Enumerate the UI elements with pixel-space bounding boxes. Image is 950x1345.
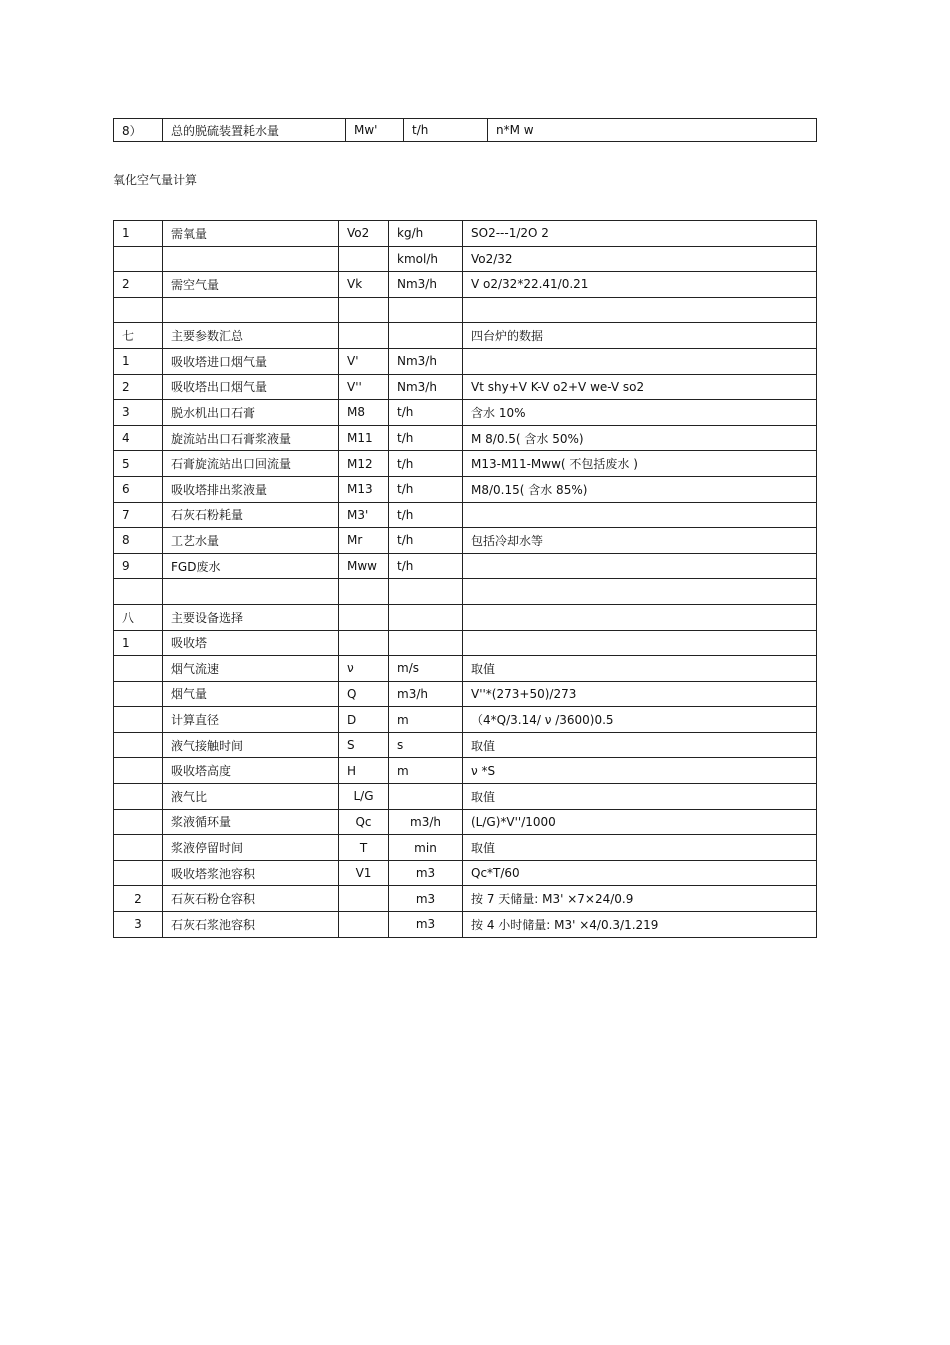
table-row: [114, 297, 817, 323]
unit: m3/h: [389, 809, 463, 835]
item-name: 需空气量: [163, 272, 339, 298]
symbol: M11: [339, 425, 389, 451]
row-index: 4: [114, 425, 163, 451]
row-index: 8: [114, 528, 163, 554]
item-name: 主要设备选择: [163, 604, 339, 630]
table-row: [114, 502, 817, 528]
unit: m3: [389, 886, 463, 912]
formula: M13-M11-Mww( 不包括废水 ): [463, 451, 817, 477]
table-row: [114, 400, 817, 426]
item-name: 计算直径: [163, 707, 339, 733]
unit: [389, 784, 463, 810]
unit: kg/h: [389, 221, 463, 247]
table-row: [114, 528, 817, 554]
row-index: [114, 860, 163, 886]
table-row: [114, 860, 817, 886]
formula: V o2/32*22.41/0.21: [463, 272, 817, 298]
item-name: 需氧量: [163, 221, 339, 247]
symbol: [339, 297, 389, 323]
item-name: [163, 297, 339, 323]
item-name: 石灰石粉仓容积: [163, 886, 339, 912]
symbol: V'': [339, 374, 389, 400]
formula: [463, 604, 817, 630]
row-index: 3: [114, 400, 163, 426]
symbol: D: [339, 707, 389, 733]
formula: 按 4 小时储量: M3' ×4/0.3/1.219: [463, 912, 817, 938]
item-name: 石灰石粉耗量: [163, 502, 339, 528]
row-index: 1: [114, 221, 163, 247]
unit: [389, 604, 463, 630]
formula: 取值: [463, 732, 817, 758]
unit: t/h: [389, 476, 463, 502]
formula: [463, 630, 817, 656]
table-row: [114, 656, 817, 682]
unit: t/h: [389, 451, 463, 477]
item-name: 烟气流速: [163, 656, 339, 682]
symbol: [339, 246, 389, 272]
formula: （4*Q/3.14/ ν /3600)0.5: [463, 707, 817, 733]
unit: t/h: [389, 528, 463, 554]
unit: m3: [389, 912, 463, 938]
table-row: [114, 604, 817, 630]
unit: Nm3/h: [389, 348, 463, 374]
item-name: 浆液停留时间: [163, 835, 339, 861]
row-index: [114, 732, 163, 758]
formula: 含水 10%: [463, 400, 817, 426]
formula: Qc*T/60: [463, 860, 817, 886]
formula: V''*(273+50)/273: [463, 681, 817, 707]
row-index: [114, 809, 163, 835]
table-row: [114, 451, 817, 477]
row-index: 2: [114, 886, 163, 912]
row-index: 七: [114, 323, 163, 349]
formula: [463, 553, 817, 579]
table-row: [114, 348, 817, 374]
unit: min: [389, 835, 463, 861]
symbol: Vk: [339, 272, 389, 298]
item-name: 吸收塔浆池容积: [163, 860, 339, 886]
unit: s: [389, 732, 463, 758]
symbol: ν: [339, 656, 389, 682]
table-row: [114, 630, 817, 656]
table-row: [114, 912, 817, 938]
unit: [389, 630, 463, 656]
formula: [463, 502, 817, 528]
row-index: [114, 707, 163, 733]
unit: t/h: [404, 119, 488, 142]
table-row: [114, 784, 817, 810]
symbol: V': [339, 348, 389, 374]
symbol: Qc: [339, 809, 389, 835]
item-name: 液气比: [163, 784, 339, 810]
symbol: Q: [339, 681, 389, 707]
row-index: 7: [114, 502, 163, 528]
row-index: 1: [114, 348, 163, 374]
symbol: [339, 323, 389, 349]
table-row: [114, 732, 817, 758]
row-index: 2: [114, 374, 163, 400]
table-row: [114, 579, 817, 605]
row-index: 八: [114, 604, 163, 630]
table-row: [114, 323, 817, 349]
symbol: Vo2: [339, 221, 389, 247]
symbol: [339, 604, 389, 630]
item-name: 吸收塔: [163, 630, 339, 656]
formula: 取值: [463, 784, 817, 810]
table-row: [114, 272, 817, 298]
symbol: [339, 630, 389, 656]
formula: M8/0.15( 含水 85%): [463, 476, 817, 502]
item-name: [163, 246, 339, 272]
formula: [463, 579, 817, 605]
unit: t/h: [389, 553, 463, 579]
item-name: 吸收塔排出浆液量: [163, 476, 339, 502]
formula: ν *S: [463, 758, 817, 784]
item-name: FGD废水: [163, 553, 339, 579]
item-name: [163, 579, 339, 605]
symbol: T: [339, 835, 389, 861]
row-index: [114, 246, 163, 272]
unit: [389, 323, 463, 349]
table-row: [114, 119, 817, 142]
table-row: [114, 476, 817, 502]
item-name: 吸收塔进口烟气量: [163, 348, 339, 374]
symbol: S: [339, 732, 389, 758]
symbol: [339, 579, 389, 605]
formula: SO2---1/2O 2: [463, 221, 817, 247]
symbol: Mww: [339, 553, 389, 579]
unit: kmol/h: [389, 246, 463, 272]
row-index: 8）: [114, 119, 163, 142]
symbol: M12: [339, 451, 389, 477]
unit: m/s: [389, 656, 463, 682]
symbol: Mr: [339, 528, 389, 554]
formula: 取值: [463, 656, 817, 682]
formula: 按 7 天储量: M3' ×7×24/0.9: [463, 886, 817, 912]
unit: t/h: [389, 400, 463, 426]
row-index: 3: [114, 912, 163, 938]
formula: [463, 297, 817, 323]
table-row: [114, 707, 817, 733]
table-row: [114, 425, 817, 451]
row-index: [114, 656, 163, 682]
formula: 取值: [463, 835, 817, 861]
row-index: 1: [114, 630, 163, 656]
table-row: [114, 553, 817, 579]
symbol: M13: [339, 476, 389, 502]
item-name: 吸收塔出口烟气量: [163, 374, 339, 400]
formula: Vt shy+V K-V o2+V we-V so2: [463, 374, 817, 400]
symbol: L/G: [339, 784, 389, 810]
symbol: [339, 912, 389, 938]
item-name: 工艺水量: [163, 528, 339, 554]
formula: n*M w: [488, 119, 817, 142]
row-index: [114, 784, 163, 810]
symbol: H: [339, 758, 389, 784]
item-name: 石膏旋流站出口回流量: [163, 451, 339, 477]
row-index: 6: [114, 476, 163, 502]
item-name: 主要参数汇总: [163, 323, 339, 349]
item-name: 脱水机出口石膏: [163, 400, 339, 426]
item-name: 吸收塔高度: [163, 758, 339, 784]
water-consumption-table: [113, 118, 817, 142]
row-index: [114, 297, 163, 323]
formula: M 8/0.5( 含水 50%): [463, 425, 817, 451]
symbol: [339, 886, 389, 912]
section-caption: 氧化空气量计算: [113, 173, 198, 187]
table-row: [114, 886, 817, 912]
item-name: 液气接触时间: [163, 732, 339, 758]
formula: [463, 348, 817, 374]
item-name: 总的脱硫装置耗水量: [163, 119, 346, 142]
table-row: [114, 681, 817, 707]
table-row: [114, 374, 817, 400]
unit: Nm3/h: [389, 374, 463, 400]
symbol: M3': [339, 502, 389, 528]
item-name: 浆液循环量: [163, 809, 339, 835]
unit: [389, 579, 463, 605]
table-row: [114, 246, 817, 272]
parameter-table: [113, 220, 817, 938]
row-index: 9: [114, 553, 163, 579]
formula: 四台炉的数据: [463, 323, 817, 349]
symbol: V1: [339, 860, 389, 886]
formula: 包括冷却水等: [463, 528, 817, 554]
row-index: [114, 681, 163, 707]
table-row: [114, 758, 817, 784]
unit: t/h: [389, 425, 463, 451]
table-row: [114, 221, 817, 247]
row-index: 2: [114, 272, 163, 298]
formula: (L/G)*V''/1000: [463, 809, 817, 835]
unit: m: [389, 707, 463, 733]
formula: Vo2/32: [463, 246, 817, 272]
unit: t/h: [389, 502, 463, 528]
table-row: [114, 809, 817, 835]
symbol: Mw': [346, 119, 404, 142]
unit: m3/h: [389, 681, 463, 707]
unit: Nm3/h: [389, 272, 463, 298]
row-index: [114, 579, 163, 605]
row-index: 5: [114, 451, 163, 477]
row-index: [114, 835, 163, 861]
item-name: 烟气量: [163, 681, 339, 707]
unit: [389, 297, 463, 323]
table-row: [114, 835, 817, 861]
row-index: [114, 758, 163, 784]
unit: m: [389, 758, 463, 784]
item-name: 石灰石浆池容积: [163, 912, 339, 938]
item-name: 旋流站出口石膏浆液量: [163, 425, 339, 451]
symbol: M8: [339, 400, 389, 426]
unit: m3: [389, 860, 463, 886]
